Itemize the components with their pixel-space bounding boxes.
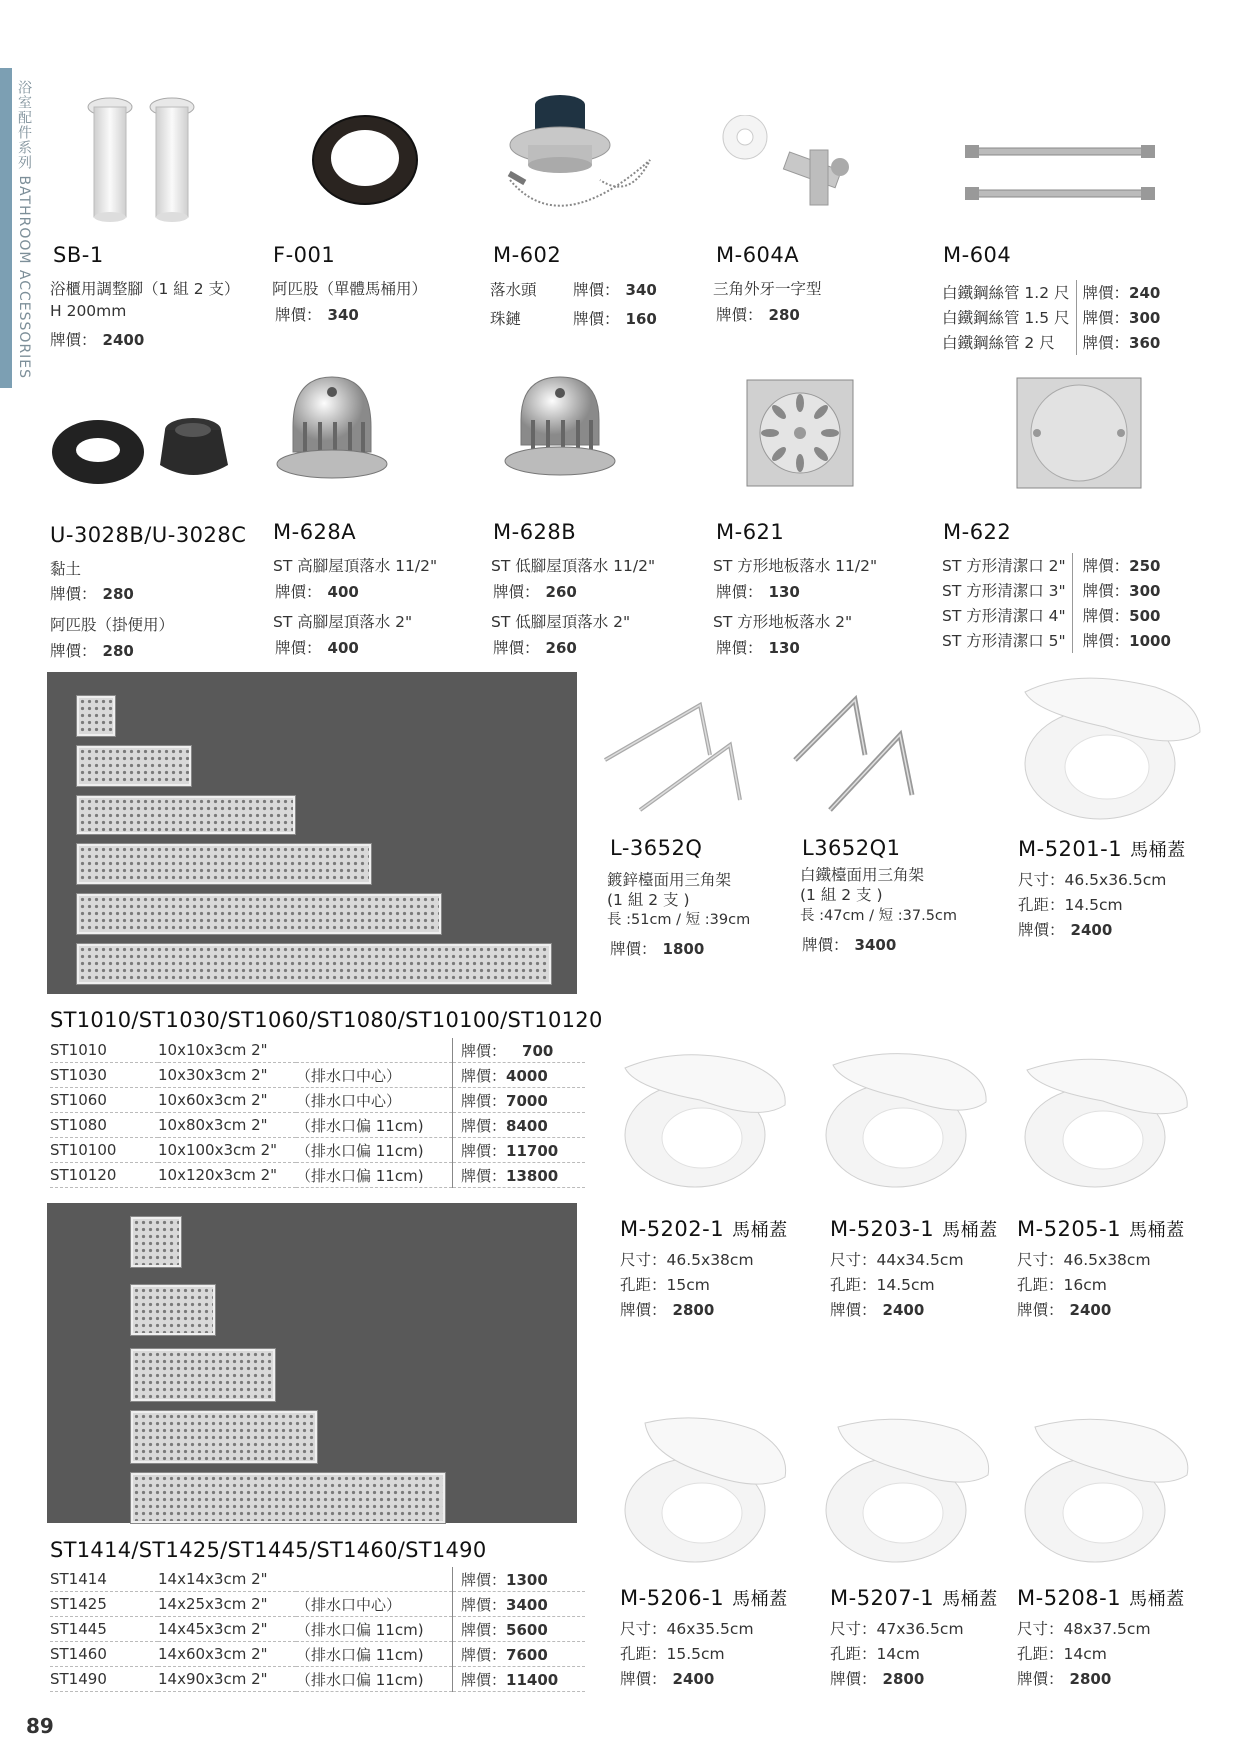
- cell-code: ST1030: [50, 1063, 158, 1088]
- m-621-item2-name: ST 方形地板落水 2": [713, 613, 853, 631]
- cell-size: 10x100x3cm 2": [158, 1138, 296, 1163]
- m-628b-item1-price: 牌價： 260: [493, 583, 577, 601]
- m-604a-desc: 三角外牙一字型: [713, 280, 822, 298]
- u-3028-item2-name: 阿匹股（掛便用）: [50, 616, 175, 634]
- m-5205-1-product-image: [1015, 1055, 1195, 1190]
- l3652q1-code: L3652Q1: [802, 836, 901, 860]
- cell-price: 牌價： 700: [453, 1038, 586, 1063]
- table-row: [942, 305, 1166, 330]
- cell-note: （排水口偏 11cm): [296, 1667, 453, 1692]
- sb-1-price: 牌價： 2400: [50, 331, 145, 349]
- m-604a-code: M-604A: [716, 243, 800, 267]
- m-604a-product-image: [715, 115, 865, 225]
- l-3652q-desc-line3: 長 :51cm / 短 :39cm: [607, 912, 751, 928]
- cell-note: （排水口中心）: [296, 1088, 453, 1113]
- m-5206-1-size: 尺寸：46x35.5cm: [620, 1620, 754, 1638]
- m-5207-1-hole: 孔距：14cm: [830, 1645, 920, 1663]
- cell-size: 14x14x3cm 2": [158, 1567, 296, 1592]
- m-5202-1-code: M-5202-1 馬桶蓋: [620, 1217, 788, 1241]
- table-row: [50, 1038, 585, 1063]
- l3652q1-desc-line1: 白鐵檯面用三角架: [800, 866, 925, 884]
- cell-price: 牌價：5600: [453, 1617, 586, 1642]
- l-3652q-price: 牌價： 1800: [610, 940, 705, 958]
- m-622-row3-name: ST 方形清潔口 4": [942, 607, 1066, 625]
- m-5205-1-price: 牌價： 2400: [1017, 1301, 1112, 1319]
- cell-code: ST1060: [50, 1088, 158, 1113]
- l-3652q-desc-line2: (1 組 2 支 ): [607, 891, 690, 909]
- st14-series-table: [50, 1567, 585, 1692]
- f-001-desc: 阿匹股（單體馬桶用）: [272, 280, 428, 298]
- m-628a-code: M-628A: [273, 520, 357, 544]
- m-621-code: M-621: [716, 520, 785, 544]
- m-5208-1-size: 尺寸：48x37.5cm: [1017, 1620, 1151, 1638]
- m-5203-1-info: [830, 1216, 998, 1323]
- cell-price: 牌價：8400: [453, 1113, 586, 1138]
- cell-code: ST10100: [50, 1138, 158, 1163]
- m-602-product-image: [500, 90, 670, 240]
- cell-size: 14x25x3cm 2": [158, 1592, 296, 1617]
- page-number: 89: [26, 1714, 54, 1738]
- m-5208-1-info: [1017, 1585, 1185, 1692]
- cell-code: ST1460: [50, 1642, 158, 1667]
- m-628b-code: M-628B: [493, 520, 577, 544]
- cell-note: （排水口中心）: [296, 1063, 453, 1088]
- m-5201-1-hole: 孔距：14.5cm: [1018, 896, 1123, 914]
- cell-size: 14x60x3cm 2": [158, 1642, 296, 1667]
- m-604-row3-price: 牌價：360: [1076, 330, 1166, 355]
- cell-code: ST1080: [50, 1113, 158, 1138]
- m-628a-item2-name: ST 高腳屋頂落水 2": [273, 613, 413, 631]
- m-622-row2-name: ST 方形清潔口 3": [942, 582, 1066, 600]
- cell-size: 10x60x3cm 2": [158, 1088, 296, 1113]
- f-001-code: F-001: [273, 243, 336, 267]
- cell-note: （排水口中心）: [296, 1592, 453, 1617]
- table-row: [942, 280, 1166, 305]
- u-3028-item1-price: 牌價： 280: [50, 585, 134, 603]
- table-row: [50, 1163, 585, 1188]
- m-5207-1-info: [830, 1585, 998, 1692]
- m-622-row1-price: 牌價：250: [1072, 553, 1177, 578]
- m-622-price-table: [942, 553, 1177, 653]
- m-5206-1-price: 牌價： 2400: [620, 1670, 715, 1688]
- cell-size: 10x120x3cm 2": [158, 1163, 296, 1188]
- cell-price: 牌價：11400: [453, 1667, 586, 1692]
- m-5203-1-price: 牌價： 2400: [830, 1301, 925, 1319]
- cell-size: 14x45x3cm 2": [158, 1617, 296, 1642]
- table-row: [942, 603, 1177, 628]
- m-628b-item2-price: 牌價： 260: [493, 639, 577, 657]
- m-628a-product-image: [275, 372, 390, 487]
- m-604-row3-name: 白鐵鋼絲管 2 尺: [942, 334, 1055, 352]
- m-602-item2-name: 珠鏈: [490, 310, 522, 328]
- l-3652q-product-image: [600, 700, 775, 815]
- m-5201-1-product-image: [1015, 672, 1205, 822]
- sb-1-desc-line2: H 200mm: [50, 302, 127, 320]
- m-5206-1-info: [620, 1585, 788, 1692]
- cell-note: （排水口偏 11cm): [296, 1113, 453, 1138]
- cell-note: （排水口偏 11cm): [296, 1617, 453, 1642]
- m-622-row3-price: 牌價：500: [1072, 603, 1177, 628]
- cell-size: 14x90x3cm 2": [158, 1667, 296, 1692]
- m-5208-1-product-image: [1015, 1415, 1195, 1565]
- table-row: [50, 1063, 585, 1088]
- cell-size: 10x10x3cm 2": [158, 1038, 296, 1063]
- table-row: [50, 1088, 585, 1113]
- m-621-product-image: [745, 378, 855, 488]
- st14-series-product-image: [47, 1203, 577, 1523]
- m-5208-1-code: M-5208-1 馬桶蓋: [1017, 1586, 1185, 1610]
- m-604-price-table: [942, 280, 1166, 355]
- m-5207-1-product-image: [818, 1415, 993, 1565]
- st10-series-product-image: [47, 672, 577, 994]
- cell-note: [296, 1567, 453, 1592]
- m-5201-1-price: 牌價： 2400: [1018, 921, 1113, 939]
- m-604-row2-name: 白鐵鋼絲管 1.5 尺: [942, 309, 1070, 327]
- st10-series-title: ST1010/ST1030/ST1060/ST1080/ST10100/ST10120: [50, 1008, 603, 1032]
- cell-price: 牌價：1300: [453, 1567, 586, 1592]
- cell-price: 牌價：13800: [453, 1163, 586, 1188]
- m-622-row4-name: ST 方形清潔口 5": [942, 632, 1066, 650]
- cell-note: （排水口偏 11cm): [296, 1163, 453, 1188]
- m-628a-item2-price: 牌價： 400: [275, 639, 359, 657]
- st14-series-title: ST1414/ST1425/ST1445/ST1460/ST1490: [50, 1538, 487, 1562]
- l3652q1-product-image: [790, 695, 950, 815]
- u-3028-code: U-3028B/U-3028C: [50, 523, 247, 547]
- m-602-item2-price: 牌價： 160: [573, 310, 657, 328]
- m-5206-1-hole: 孔距：15.5cm: [620, 1645, 725, 1663]
- table-row: [50, 1642, 585, 1667]
- cell-note: （排水口偏 11cm): [296, 1642, 453, 1667]
- m-5208-1-price: 牌價： 2800: [1017, 1670, 1112, 1688]
- table-row: [942, 330, 1166, 355]
- cell-code: ST1490: [50, 1667, 158, 1692]
- m-5205-1-hole: 孔距：16cm: [1017, 1276, 1107, 1294]
- m-622-row2-price: 牌價：300: [1072, 578, 1177, 603]
- m-5201-1-info: [1018, 836, 1186, 943]
- m-5202-1-size: 尺寸：46.5x38cm: [620, 1251, 754, 1269]
- table-row: [50, 1113, 585, 1138]
- m-628b-product-image: [503, 375, 618, 485]
- cell-code: ST10120: [50, 1163, 158, 1188]
- table-row: [50, 1138, 585, 1163]
- l-3652q-desc-line1: 鍍鋅檯面用三角架: [607, 871, 732, 889]
- m-5201-1-code: M-5201-1 馬桶蓋: [1018, 837, 1186, 861]
- sb-1-code: SB-1: [53, 243, 104, 267]
- m-622-product-image: [1015, 376, 1143, 490]
- cell-price: 牌價：4000: [453, 1063, 586, 1088]
- m-5202-1-info: [620, 1216, 788, 1323]
- m-628a-item1-price: 牌價： 400: [275, 583, 359, 601]
- m-5206-1-product-image: [620, 1415, 790, 1565]
- f-001-price: 牌價： 340: [275, 306, 359, 324]
- l3652q1-desc-line2: (1 組 2 支 ): [800, 886, 883, 904]
- m-5205-1-code: M-5205-1 馬桶蓋: [1017, 1217, 1185, 1241]
- u-3028-item1-name: 黏土: [50, 560, 82, 578]
- m-5205-1-info: [1017, 1216, 1185, 1323]
- m-5202-1-price: 牌價： 2800: [620, 1301, 715, 1319]
- m-621-item2-price: 牌價： 130: [716, 639, 800, 657]
- m-5203-1-product-image: [818, 1050, 993, 1190]
- cell-price: 牌價：11700: [453, 1138, 586, 1163]
- m-5206-1-code: M-5206-1 馬桶蓋: [620, 1586, 788, 1610]
- cell-code: ST1414: [50, 1567, 158, 1592]
- table-row: [942, 628, 1177, 653]
- table-row: [50, 1667, 585, 1692]
- cell-code: ST1445: [50, 1617, 158, 1642]
- m-5207-1-code: M-5207-1 馬桶蓋: [830, 1586, 998, 1610]
- m-604-product-image: [965, 140, 1155, 210]
- l3652q1-price: 牌價： 3400: [802, 936, 897, 954]
- table-row: [50, 1617, 585, 1642]
- cell-size: 10x80x3cm 2": [158, 1113, 296, 1138]
- m-602-code: M-602: [493, 243, 562, 267]
- m-602-item1-price: 牌價： 340: [573, 281, 657, 299]
- m-622-code: M-622: [943, 520, 1012, 544]
- u-3028-item2-price: 牌價： 280: [50, 642, 134, 660]
- m-5202-1-hole: 孔距：15cm: [620, 1276, 710, 1294]
- cell-code: ST1425: [50, 1592, 158, 1617]
- m-602-item1-name: 落水頭: [490, 281, 537, 299]
- m-5207-1-size: 尺寸：47x36.5cm: [830, 1620, 964, 1638]
- m-628a-item1-name: ST 高腳屋頂落水 11/2": [273, 557, 438, 575]
- sb-1-desc-line1: 浴櫃用調整腳（1 組 2 支）: [50, 280, 240, 298]
- cell-price: 牌價：3400: [453, 1592, 586, 1617]
- cell-price: 牌價：7600: [453, 1642, 586, 1667]
- m-622-row1-name: ST 方形清潔口 2": [942, 557, 1066, 575]
- sb-1-product-image: [80, 95, 210, 235]
- cell-note: （排水口偏 11cm): [296, 1138, 453, 1163]
- cell-note: [296, 1038, 453, 1063]
- m-5203-1-size: 尺寸：44x34.5cm: [830, 1251, 964, 1269]
- l-3652q-code: L-3652Q: [610, 836, 703, 860]
- m-5202-1-product-image: [620, 1050, 790, 1190]
- u-3028-product-image: [48, 410, 238, 490]
- table-row: [942, 578, 1177, 603]
- sidebar-category-label: 浴室配件系列 BATHROOM ACCESSORIES: [16, 80, 32, 380]
- m-621-item1-name: ST 方形地板落水 11/2": [713, 557, 878, 575]
- m-628b-item1-name: ST 低腳屋頂落水 11/2": [491, 557, 656, 575]
- table-row: [50, 1592, 585, 1617]
- m-5207-1-price: 牌價： 2800: [830, 1670, 925, 1688]
- l3652q1-desc-line3: 長 :47cm / 短 :37.5cm: [800, 908, 958, 924]
- m-5203-1-hole: 孔距：14.5cm: [830, 1276, 935, 1294]
- m-604-row1-name: 白鐵鋼絲管 1.2 尺: [942, 284, 1070, 302]
- m-604-row2-price: 牌價：300: [1076, 305, 1166, 330]
- cell-price: 牌價：7000: [453, 1088, 586, 1113]
- st10-series-table: [50, 1038, 585, 1188]
- table-row: [50, 1567, 585, 1592]
- cell-code: ST1010: [50, 1038, 158, 1063]
- f-001-product-image: [308, 110, 423, 210]
- m-628b-item2-name: ST 低腳屋頂落水 2": [491, 613, 631, 631]
- m-5205-1-size: 尺寸：46.5x38cm: [1017, 1251, 1151, 1269]
- m-5203-1-code: M-5203-1 馬桶蓋: [830, 1217, 998, 1241]
- m-621-item1-price: 牌價： 130: [716, 583, 800, 601]
- sidebar-accent-bar: [0, 68, 12, 388]
- m-604a-price: 牌價： 280: [716, 306, 800, 324]
- m-5201-1-size: 尺寸：46.5x36.5cm: [1018, 871, 1167, 889]
- m-622-row4-price: 牌價：1000: [1072, 628, 1177, 653]
- table-row: [942, 553, 1177, 578]
- m-604-row1-price: 牌價：240: [1076, 280, 1166, 305]
- cell-size: 10x30x3cm 2": [158, 1063, 296, 1088]
- m-604-code: M-604: [943, 243, 1012, 267]
- m-5208-1-hole: 孔距：14cm: [1017, 1645, 1107, 1663]
